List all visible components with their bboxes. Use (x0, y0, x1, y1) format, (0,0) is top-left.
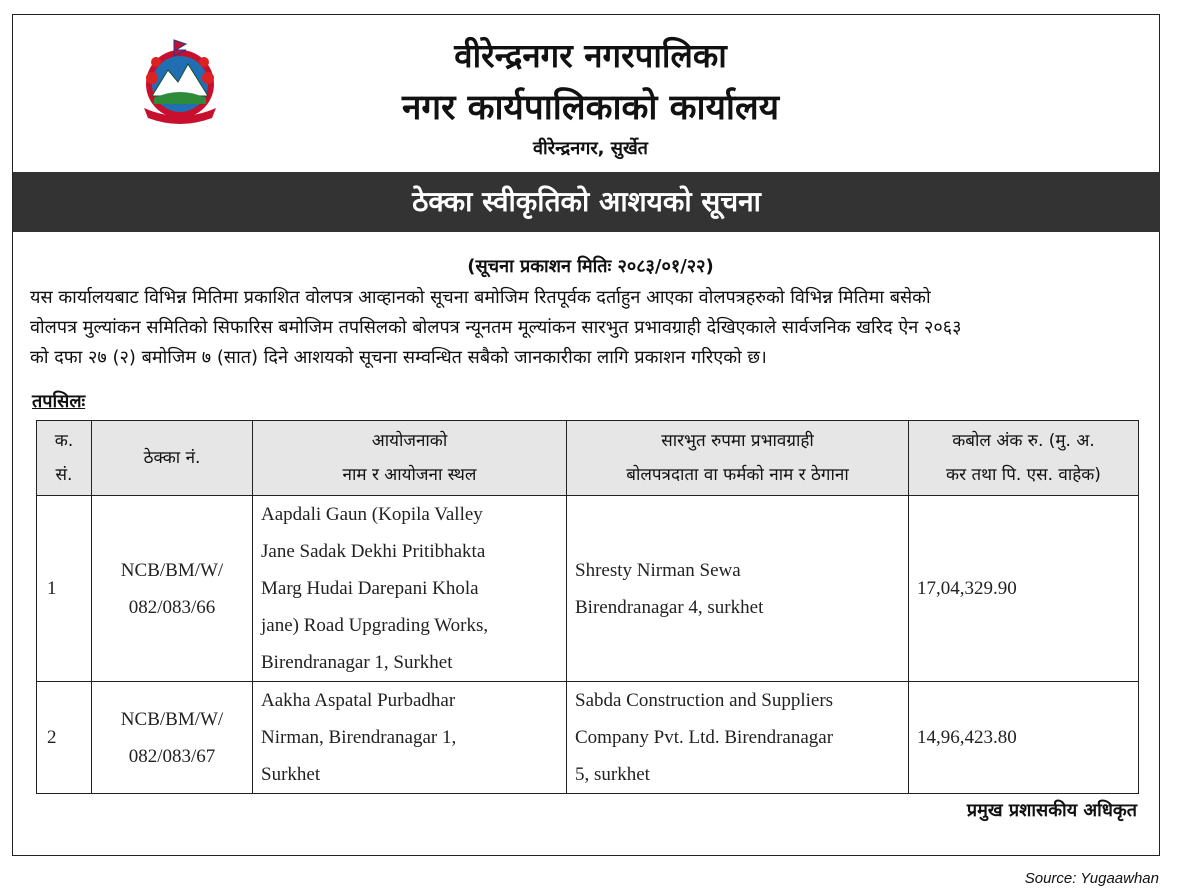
table-row (37, 496, 1139, 682)
cell-contract-no: NCB/BM/W/ 082/083/66 (92, 496, 253, 682)
table-header-row (37, 421, 1139, 496)
cell-amount: 14,96,423.80 (909, 682, 1139, 794)
cell-project: Aapdali Gaun (Kopila Valley Jane Sadak Dekhi Pritibhakta Marg Hudai Darepani Khola jane) Road Upgrading Works, Birendranagar 1, Surkhet (253, 496, 567, 682)
tapasil-label: तपसिलः (32, 391, 86, 412)
col-header-bidder: सारभुत रुपमा प्रभावग्राही बोलपत्रदाता वा फर्मको नाम र ठेगाना (567, 421, 909, 496)
cell-sn: 2 (37, 682, 92, 794)
cell-bidder: Sabda Construction and Suppliers Company Pvt. Ltd. Birendranagar 5, surkhet (567, 682, 909, 794)
notice-body-line: को दफा २७ (२) बमोजिम ७ (सात) दिने आशयको सूचना सम्वन्धित सबैको जानकारीका लागि प्रकाशन गरिएको छ। (30, 347, 767, 368)
source-credit: Source: Yugaawhan (1024, 870, 1159, 887)
col-header-contract-no: ठेक्का नं. (92, 421, 253, 496)
notice-title: ठेक्का स्वीकृतिको आशयको सूचना (13, 172, 1160, 232)
signatory: प्रमुख प्रशासकीय अधिकृत (966, 800, 1137, 821)
col-header-project: आयोजनाको नाम र आयोजना स्थल (253, 421, 567, 496)
notice-body (30, 283, 1145, 373)
notice-body-line: यस कार्यालयबाट विभिन्न मितिमा प्रकाशित वोलपत्र आव्हानको सूचना बमोजिम रितपूर्वक दर्ताहुन आएका वोलपत्रहरुको विभिन्न मितिमा बसेको (30, 287, 931, 308)
col-header-sn: क. सं. (37, 421, 92, 496)
office-name: नगर कार्यपालिकाको कार्यालय (401, 88, 780, 128)
office-location: वीरेन्द्रनगर, सुर्खेत (533, 138, 648, 159)
contract-table (36, 420, 1139, 794)
org-name: वीरेन्द्रनगर नगरपालिका (454, 36, 727, 75)
col-header-amount: कबोल अंक रु. (मु. अ. कर तथा पि. एस. वाहेक) (909, 421, 1139, 496)
cell-sn: 1 (37, 496, 92, 682)
notice-body-line: वोलपत्र मुल्यांकन समितिको सिफारिस बमोजिम तपसिलको बोलपत्र न्यूनतम मूल्यांकन सारभुत प्रभावग्राही देखिएकाले सार्वजनिक खरिद ऐन २०६३ (30, 317, 962, 338)
cell-amount: 17,04,329.90 (909, 496, 1139, 682)
cell-bidder: Shresty Nirman Sewa Birendranagar 4, surkhet (567, 496, 909, 682)
publish-date: (सूचना प्रकाशन मितिः २०८३/०१/२२) (467, 256, 714, 277)
cell-contract-no: NCB/BM/W/ 082/083/67 (92, 682, 253, 794)
cell-project: Aakha Aspatal Purbadhar Nirman, Birendranagar 1, Surkhet (253, 682, 567, 794)
table-row (37, 682, 1139, 794)
